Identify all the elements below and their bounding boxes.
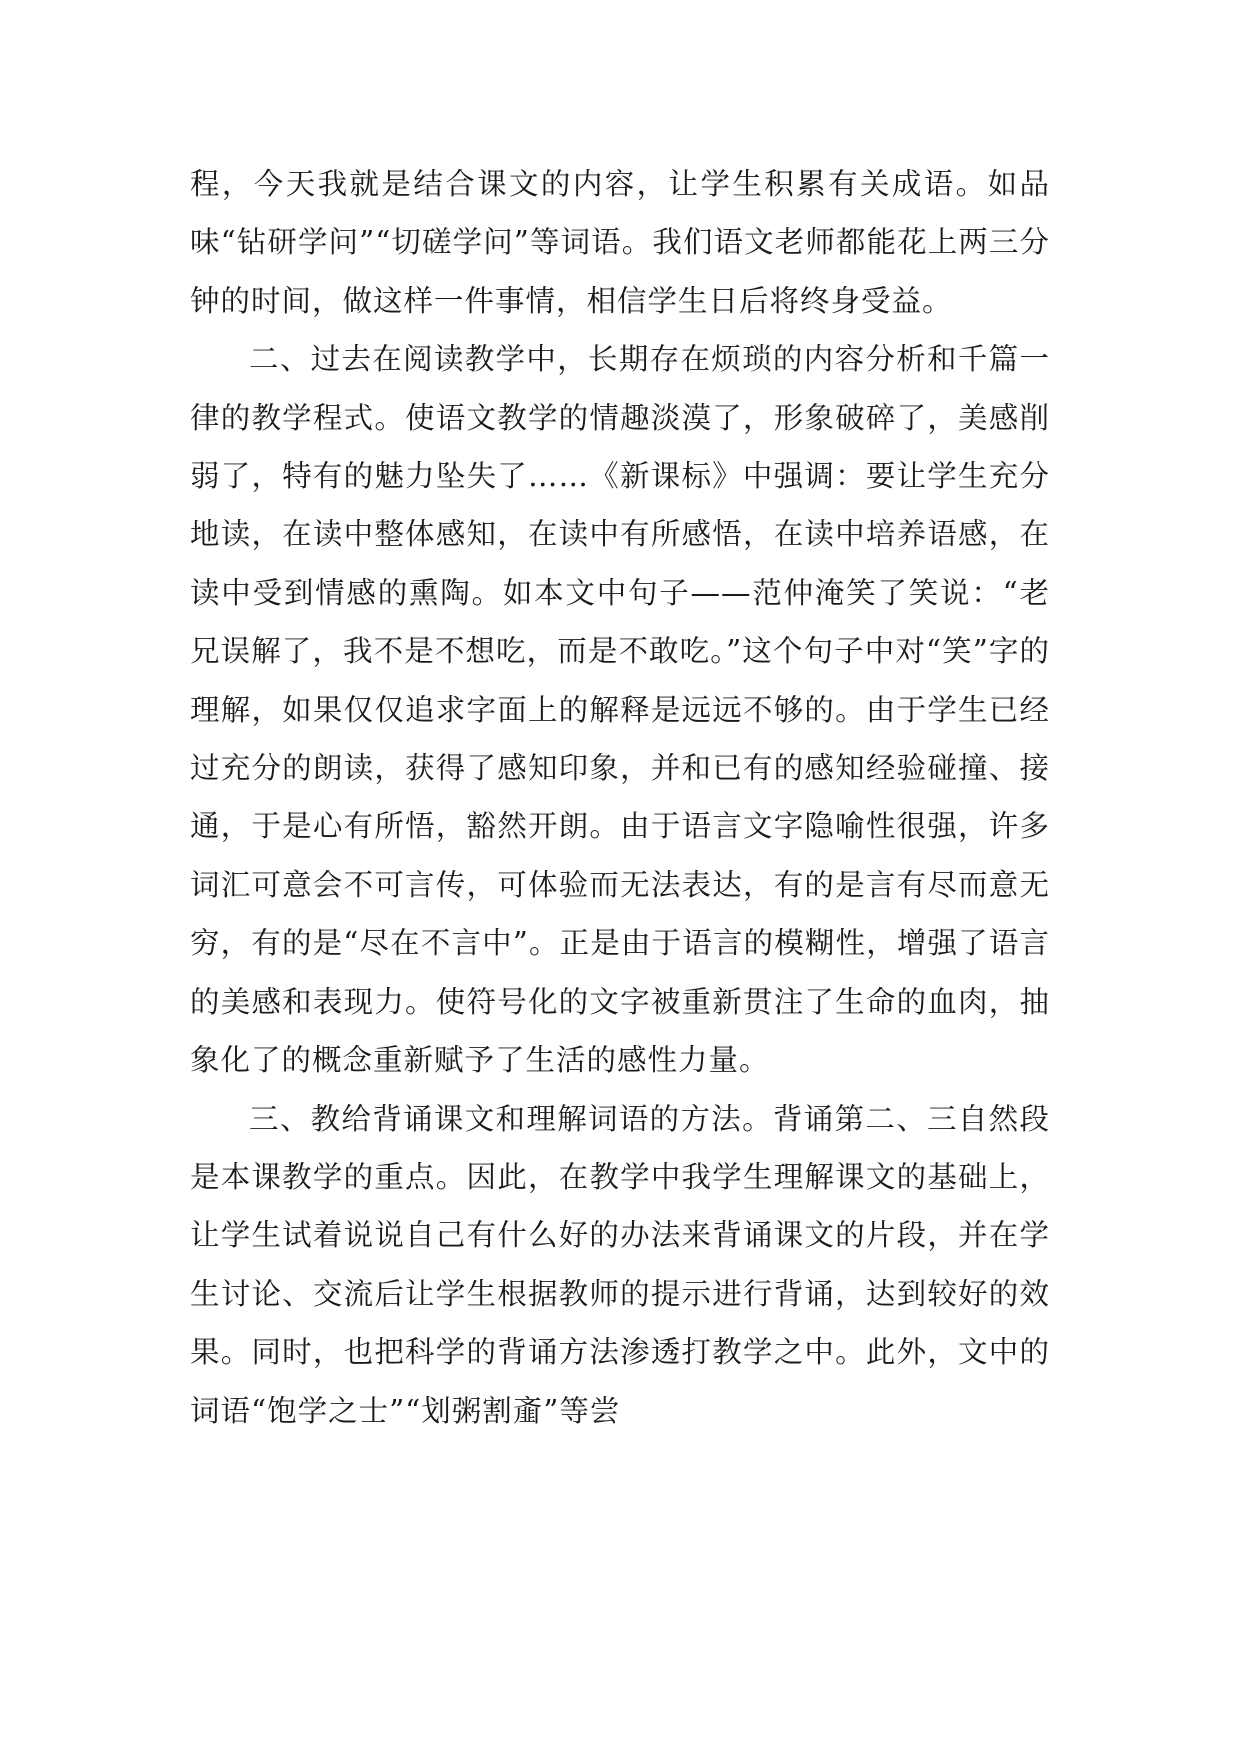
paragraph-continuation: 程，今天我就是结合课文的内容，让学生积累有关成语。如品味“钻研学问”“切磋学问”等词语。我们语文老师都能花上两三分钟的时间，做这样一件事情，相信学生日后将终身受益。 [190,167,1050,318]
body-text [190,155,1050,1440]
paragraph-reading-teaching: 二、过去在阅读教学中，长期存在烦琐的内容分析和千篇一律的教学程式。使语文教学的情趣淡漠了，形象破碎了，美感削弱了，特有的魅力坠失了……《新课标》中强调：要让学生充分地读，在读中整体感知，在读中有所感悟，在读中培养语感，在读中受到情感的熏陶。如本文中句子——范仲淹笑了笑说：“老兄误解了，我不是不想吃，而是不敢吃。”这个句子中对“笑”字的理解，如果仅仅追求字面上的解释是远远不够的。由于学生已经过充分的朗读，获得了感知印象，并和已有的感知经验碰撞、接通，于是心有所悟，豁然开朗。由于语言文字隐喻性很强，许多词汇可意会不可言传，可体验而无法表达，有的是言有尽而意无穷，有的是“尽在不言中”。正是由于语言的模糊性，增强了语言的美感和表现力。使符号化的文字被重新贯注了生命的血肉，抽象化了的概念重新赋予了生活的感性力量。 [190,342,1050,1078]
paragraph-recitation-method: 三、教给背诵课文和理解词语的方法。背诵第二、三自然段是本课教学的重点。因此，在教学中我学生理解课文的基础上，让学生试着说说自己有什么好的办法来背诵课文的片段，并在学生讨论、交流后让学生根据教师的提示进行背诵，达到较好的效果。同时，也把科学的背诵方法渗透打教学之中。此外，文中的词语“饱学之士”“划粥割齑”等尝 [190,1101,1050,1428]
